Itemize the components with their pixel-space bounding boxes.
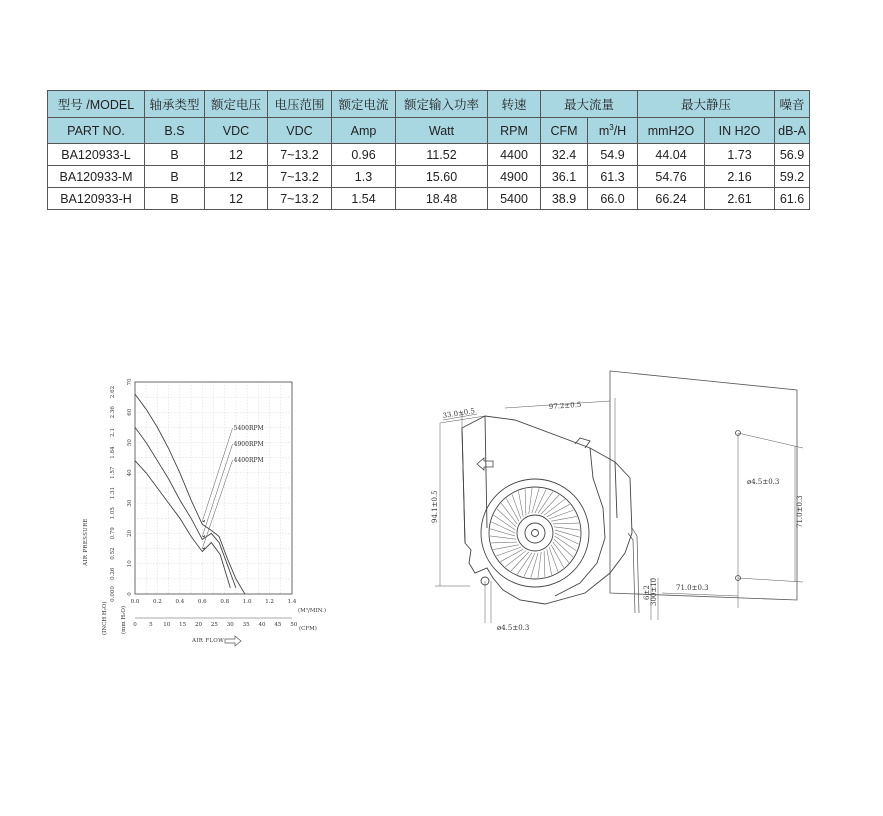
cell-speed: 4400 [488,144,541,166]
y-tick-inh2o: 1.84 [110,446,116,459]
blade-line [518,491,523,517]
col-current: 额定电流 [332,91,396,118]
x-tick-cfm: 15 [179,622,187,628]
x-tick-m3min: 1.0 [242,599,252,605]
dim-hole-bottom: ø4.5±0.3 [497,624,530,632]
cell-voltage: 12 [205,144,268,166]
blade-line [490,529,515,536]
cell-current: 0.96 [332,144,396,166]
table-row [48,144,810,166]
blade-line [555,530,580,537]
dim-hole-vertical: 71.0±0.3 [796,495,804,528]
col-model: 型号 /MODEL [48,91,145,118]
y-tick-inh2o: 0.52 [110,547,116,560]
blade-line [493,545,519,550]
cell-noise: 61.6 [775,188,810,210]
unit-watt: Watt [396,118,488,144]
dim-hole-top: ø4.5±0.3 [747,478,780,486]
y-tick-mmh2o: 60 [127,408,133,416]
col-pressure: 最大静压 [638,91,775,118]
dim-height: 94.1±0.5 [431,490,439,523]
series-line [135,394,245,594]
x-tick-cfm: 40 [258,622,266,628]
cell-noise: 59.2 [775,166,810,188]
unit-m3h-sup: 3 [609,122,614,132]
spec-table [47,90,810,210]
y-tick-mmh2o: 40 [127,469,133,477]
blade-line [531,553,538,578]
dim-hole-horizontal: 71.0±0.3 [676,584,709,592]
cell-inh2o: 2.61 [705,188,775,210]
y-unit-mmh2o: (mm H₂O) [121,606,127,634]
y-tick-inh2o: 2.62 [110,385,116,399]
x-tick-cfm: 45 [274,622,282,628]
unit-rpm: RPM [488,118,541,144]
x-tick-cfm: 35 [242,622,250,628]
dim-width: 97.2±0.5 [548,400,582,411]
y-tick-mmh2o: 70 [127,378,133,386]
air-flow-arrow-icon [225,636,241,646]
series-label: 4400RPM [233,457,264,464]
unit-m3h [588,118,638,144]
cell-m3h: 54.9 [588,144,638,166]
y-tick-mmh2o: 20 [127,529,133,537]
cell-noise: 56.9 [775,144,810,166]
series-label: 5400RPM [233,425,264,432]
unit-inh2o: IN H2O [705,118,775,144]
x-tick-cfm: 5 [149,622,153,628]
x-unit-m3min: (M³/MIN.) [298,608,326,614]
y-tick-inh2o: 2.1 [110,428,116,437]
blade-line [529,488,532,514]
blade-line [544,551,545,577]
fan-dimension-drawing [425,368,835,638]
cell-power: 15.60 [396,166,488,188]
chart-curves [135,394,264,594]
x-tick-m3min: 0.4 [175,599,185,605]
blade-line [553,523,579,524]
col-power: 额定输入功率 [396,91,488,118]
header-row-zh [48,91,810,118]
cell-voltage: 12 [205,166,268,188]
y-tick-mmh2o: 10 [127,560,133,568]
y-tick-inh2o: 1.05 [110,507,116,520]
cell-power: 11.52 [396,144,488,166]
y-tick-inh2o: 1.31 [110,486,116,500]
y-tick-mmh2o: 30 [127,499,133,507]
cell-inh2o: 2.16 [705,166,775,188]
y-axis-label: AIR PRESSURE [83,518,89,566]
series-leader [202,428,232,521]
cell-cfm: 32.4 [541,144,588,166]
cell-current: 1.3 [332,166,396,188]
x-tick-m3min: 0.6 [197,599,207,605]
unit-amp: Amp [332,118,396,144]
unit-bs: B.S [145,118,205,144]
cell-cfm: 38.9 [541,188,588,210]
fan-housing [462,416,632,604]
x-tick-m3min: 1.2 [265,599,274,605]
blade-line [551,516,577,521]
unit-m3h-base: m [598,123,610,138]
cell-speed: 5400 [488,188,541,210]
chart-grid [135,382,292,594]
cell-mmh2o: 66.24 [638,188,705,210]
x-unit-cfm: (CFM) [299,626,317,632]
cell-bearing: B [145,144,205,166]
y-tick-inh2o: 1.57 [110,466,116,479]
blade-line [491,542,517,543]
col-noise: 噪音 [775,91,810,118]
cell-part-no: BA120933-L [48,144,145,166]
unit-vdc: VDC [205,118,268,144]
cell-voltage-range: 7~13.2 [268,144,332,166]
table-row [48,188,810,210]
col-voltage-range: 电压范围 [268,91,332,118]
unit-part: PART NO. [48,118,145,144]
pq-chart [78,372,338,652]
x-tick-m3min: 1.4 [287,599,297,605]
cell-m3h: 66.0 [588,188,638,210]
cell-m3h: 61.3 [588,166,638,188]
x-tick-cfm: 30 [226,622,234,628]
y-tick-mmh2o: 0 [127,592,133,596]
cell-voltage: 12 [205,188,268,210]
series-label: 4900RPM [233,441,264,448]
cell-current: 1.54 [332,188,396,210]
table-row [48,166,810,188]
cell-bearing: B [145,166,205,188]
x-axis-label: AIR FLOW [192,638,225,644]
blade-line [490,536,516,539]
cell-inh2o: 1.73 [705,144,775,166]
col-voltage: 额定电压 [205,91,268,118]
cell-cfm: 36.1 [541,166,588,188]
series-leader [202,444,232,536]
unit-m3h-tail: /H [613,123,627,138]
y-tick-inh2o: 0.000 [110,586,116,602]
unit-vdc-range: VDC [268,118,332,144]
cell-bearing: B [145,188,205,210]
fan-blades [490,488,580,578]
x-tick-cfm: 25 [210,622,218,628]
cell-voltage-range: 7~13.2 [268,188,332,210]
unit-mmh2o: mmH2O [638,118,705,144]
blade-line [554,527,580,530]
x-tick-cfm: 0 [133,622,137,628]
cell-voltage-range: 7~13.2 [268,166,332,188]
unit-dba: dB-A [775,118,810,144]
x-tick-m3min: 0.0 [130,599,140,605]
dim-small-1: 6±2 [643,585,651,600]
cell-power: 18.48 [396,188,488,210]
col-bearing: 轴承类型 [145,91,205,118]
cell-mmh2o: 44.04 [638,144,705,166]
col-airflow: 最大流量 [541,91,638,118]
blade-line [525,489,526,515]
x-tick-cfm: 50 [290,622,298,628]
rotation-arrow-icon [477,458,493,470]
cell-part-no: BA120933-H [48,188,145,210]
y-tick-inh2o: 2.36 [110,406,116,419]
y-unit-inh2o: (INCH H₂O) [102,601,108,635]
blade-line [547,549,552,575]
y-tick-inh2o: 0.26 [110,567,116,580]
blade-line [532,488,539,513]
y-tick-inh2o: 0.79 [110,527,116,540]
unit-cfm: CFM [541,118,588,144]
dim-depth: 33.0±0.5 [442,406,476,420]
header-row-en [48,118,810,144]
x-tick-cfm: 10 [163,622,171,628]
col-speed: 转速 [488,91,541,118]
blade-line [538,552,541,578]
cell-mmh2o: 54.76 [638,166,705,188]
dim-small-2: 300±10 [650,577,658,606]
cell-part-no: BA120933-M [48,166,145,188]
cell-speed: 4900 [488,166,541,188]
y-tick-mmh2o: 50 [127,439,133,447]
x-tick-m3min: 0.8 [220,599,230,605]
x-tick-m3min: 0.2 [153,599,162,605]
x-tick-cfm: 20 [195,622,203,628]
